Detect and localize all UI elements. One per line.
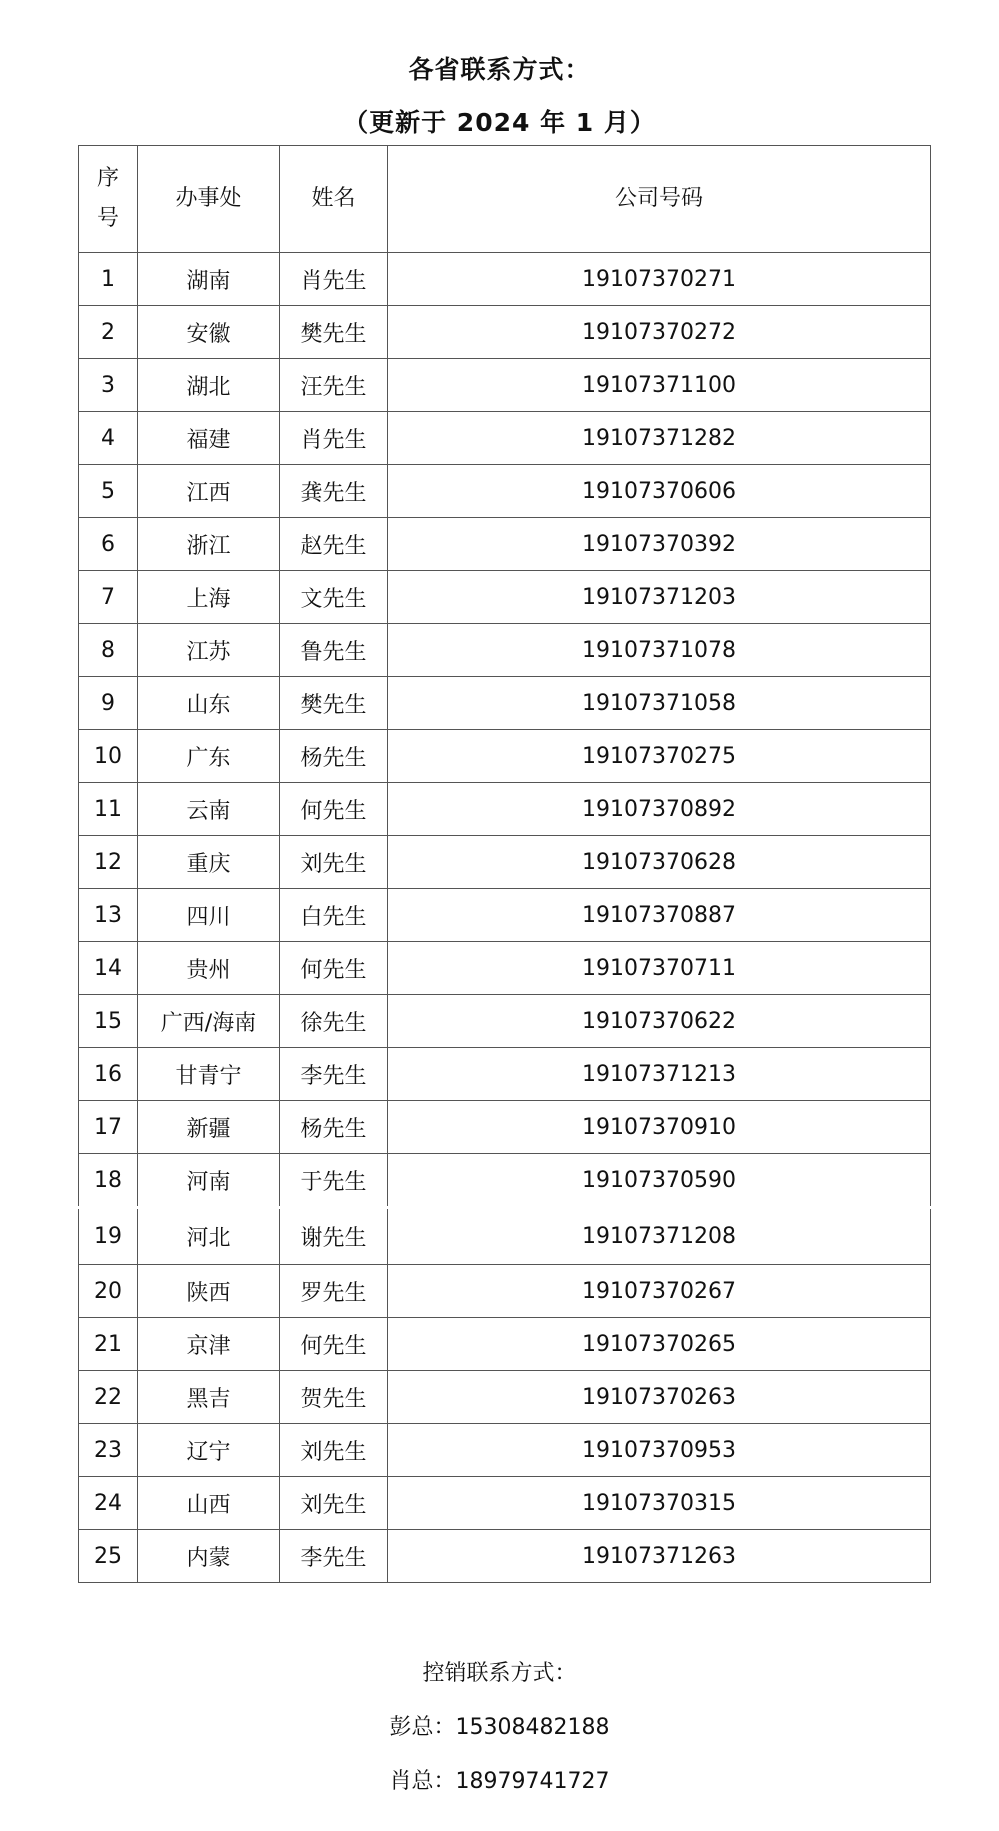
cell-office: 新疆 (138, 1101, 280, 1154)
header-index-line2: 号 (96, 206, 119, 231)
cell-phone: 19107371282 (388, 412, 931, 465)
cell-phone: 19107370910 (388, 1101, 931, 1154)
table-row (79, 889, 931, 942)
cell-name: 汪先生 (280, 359, 388, 412)
header-index-line1: 序 (96, 166, 119, 191)
cell-office: 安徽 (138, 306, 280, 359)
cell-name: 白先生 (280, 889, 388, 942)
cell-office: 陕西 (138, 1265, 280, 1318)
cell-office: 四川 (138, 889, 280, 942)
cell-office: 重庆 (138, 836, 280, 889)
cell-phone: 19107370265 (388, 1318, 931, 1371)
cell-phone: 19107370263 (388, 1371, 931, 1424)
cell-phone: 19107370271 (388, 253, 931, 306)
table-row (79, 624, 931, 677)
cell-phone: 19107371208 (388, 1208, 931, 1265)
table-row (79, 1265, 931, 1318)
cell-office: 河南 (138, 1154, 280, 1208)
cell-index: 22 (79, 1371, 138, 1424)
cell-office: 内蒙 (138, 1530, 280, 1583)
cell-index: 14 (79, 942, 138, 995)
cell-name: 何先生 (280, 783, 388, 836)
cell-index: 23 (79, 1424, 138, 1477)
table-row (79, 1048, 931, 1101)
table-row (79, 1477, 931, 1530)
cell-phone: 19107370590 (388, 1154, 931, 1208)
cell-phone: 19107370953 (388, 1424, 931, 1477)
cell-index: 6 (79, 518, 138, 571)
cell-office: 贵州 (138, 942, 280, 995)
cell-phone: 19107371213 (388, 1048, 931, 1101)
table-row (79, 306, 931, 359)
cell-index: 21 (79, 1318, 138, 1371)
cell-office: 黑吉 (138, 1371, 280, 1424)
cell-name: 鲁先生 (280, 624, 388, 677)
cell-name: 罗先生 (280, 1265, 388, 1318)
cell-phone: 19107370272 (388, 306, 931, 359)
cell-phone: 19107371263 (388, 1530, 931, 1583)
cell-phone: 19107370392 (388, 518, 931, 571)
cell-name: 贺先生 (280, 1371, 388, 1424)
page-subtitle: （更新于 2024 年 1 月） (343, 108, 656, 137)
cell-name: 杨先生 (280, 1101, 388, 1154)
cell-index: 13 (79, 889, 138, 942)
table-row (79, 1154, 931, 1208)
table-row (79, 518, 931, 571)
table-row (79, 465, 931, 518)
cell-index: 25 (79, 1530, 138, 1583)
table-row (79, 1101, 931, 1154)
table-row (79, 1424, 931, 1477)
cell-phone: 19107370315 (388, 1477, 931, 1530)
table-row (79, 730, 931, 783)
table-row (79, 1208, 931, 1265)
footer-contact-line: 彭总：15308482188 (389, 1715, 610, 1740)
cell-index: 24 (79, 1477, 138, 1530)
cell-name: 何先生 (280, 942, 388, 995)
cell-phone: 19107370267 (388, 1265, 931, 1318)
cell-index: 4 (79, 412, 138, 465)
table-row (79, 253, 931, 306)
cell-index: 8 (79, 624, 138, 677)
cell-office: 京津 (138, 1318, 280, 1371)
table-row (79, 1371, 931, 1424)
cell-office: 山东 (138, 677, 280, 730)
cell-phone: 19107370275 (388, 730, 931, 783)
cell-name: 李先生 (280, 1530, 388, 1583)
cell-phone: 19107370887 (388, 889, 931, 942)
cell-office: 甘青宁 (138, 1048, 280, 1101)
footer-contact-line: 肖总：18979741727 (389, 1769, 610, 1794)
cell-index: 11 (79, 783, 138, 836)
cell-phone: 19107370892 (388, 783, 931, 836)
cell-phone: 19107370628 (388, 836, 931, 889)
table-row (79, 677, 931, 730)
cell-name: 肖先生 (280, 412, 388, 465)
cell-phone: 19107370711 (388, 942, 931, 995)
cell-office: 福建 (138, 412, 280, 465)
cell-index: 12 (79, 836, 138, 889)
cell-office: 湖北 (138, 359, 280, 412)
cell-index: 15 (79, 995, 138, 1048)
header-office: 办事处 (138, 146, 280, 253)
table-row (79, 412, 931, 465)
table-row (79, 1530, 931, 1583)
cell-index: 19 (79, 1208, 138, 1265)
cell-index: 20 (79, 1265, 138, 1318)
footer-title: 控销联系方式： (422, 1661, 577, 1686)
cell-office: 山西 (138, 1477, 280, 1530)
cell-office: 浙江 (138, 518, 280, 571)
header-name: 姓名 (280, 146, 388, 253)
cell-index: 16 (79, 1048, 138, 1101)
cell-index: 17 (79, 1101, 138, 1154)
cell-phone: 19107371058 (388, 677, 931, 730)
cell-phone: 19107370606 (388, 465, 931, 518)
table-row (79, 942, 931, 995)
page-title: 各省联系方式： (408, 55, 591, 84)
cell-phone: 19107371203 (388, 571, 931, 624)
cell-office: 湖南 (138, 253, 280, 306)
cell-office: 河北 (138, 1208, 280, 1265)
cell-office: 云南 (138, 783, 280, 836)
cell-name: 刘先生 (280, 1477, 388, 1530)
cell-name: 赵先生 (280, 518, 388, 571)
table-body (79, 253, 931, 1583)
cell-office: 广西/海南 (138, 995, 280, 1048)
cell-index: 7 (79, 571, 138, 624)
cell-name: 杨先生 (280, 730, 388, 783)
cell-name: 龚先生 (280, 465, 388, 518)
cell-index: 18 (79, 1154, 138, 1208)
cell-index: 3 (79, 359, 138, 412)
table-row (79, 995, 931, 1048)
cell-office: 江苏 (138, 624, 280, 677)
cell-name: 文先生 (280, 571, 388, 624)
table-row (79, 836, 931, 889)
cell-phone: 19107370622 (388, 995, 931, 1048)
table-row (79, 359, 931, 412)
cell-name: 刘先生 (280, 1424, 388, 1477)
cell-office: 上海 (138, 571, 280, 624)
header-phone: 公司号码 (388, 146, 931, 253)
cell-name: 樊先生 (280, 677, 388, 730)
cell-name: 刘先生 (280, 836, 388, 889)
cell-office: 辽宁 (138, 1424, 280, 1477)
cell-office: 广东 (138, 730, 280, 783)
cell-index: 5 (79, 465, 138, 518)
cell-index: 1 (79, 253, 138, 306)
table-row (79, 783, 931, 836)
cell-index: 9 (79, 677, 138, 730)
contacts-table (78, 145, 931, 1583)
cell-index: 2 (79, 306, 138, 359)
cell-name: 何先生 (280, 1318, 388, 1371)
cell-name: 肖先生 (280, 253, 388, 306)
cell-name: 樊先生 (280, 306, 388, 359)
cell-name: 李先生 (280, 1048, 388, 1101)
cell-name: 于先生 (280, 1154, 388, 1208)
table-row (79, 571, 931, 624)
cell-index: 10 (79, 730, 138, 783)
cell-phone: 19107371100 (388, 359, 931, 412)
header-index (79, 146, 138, 253)
cell-office: 江西 (138, 465, 280, 518)
cell-name: 徐先生 (280, 995, 388, 1048)
table-row (79, 1318, 931, 1371)
table-header-row (79, 146, 931, 253)
cell-phone: 19107371078 (388, 624, 931, 677)
cell-name: 谢先生 (280, 1208, 388, 1265)
